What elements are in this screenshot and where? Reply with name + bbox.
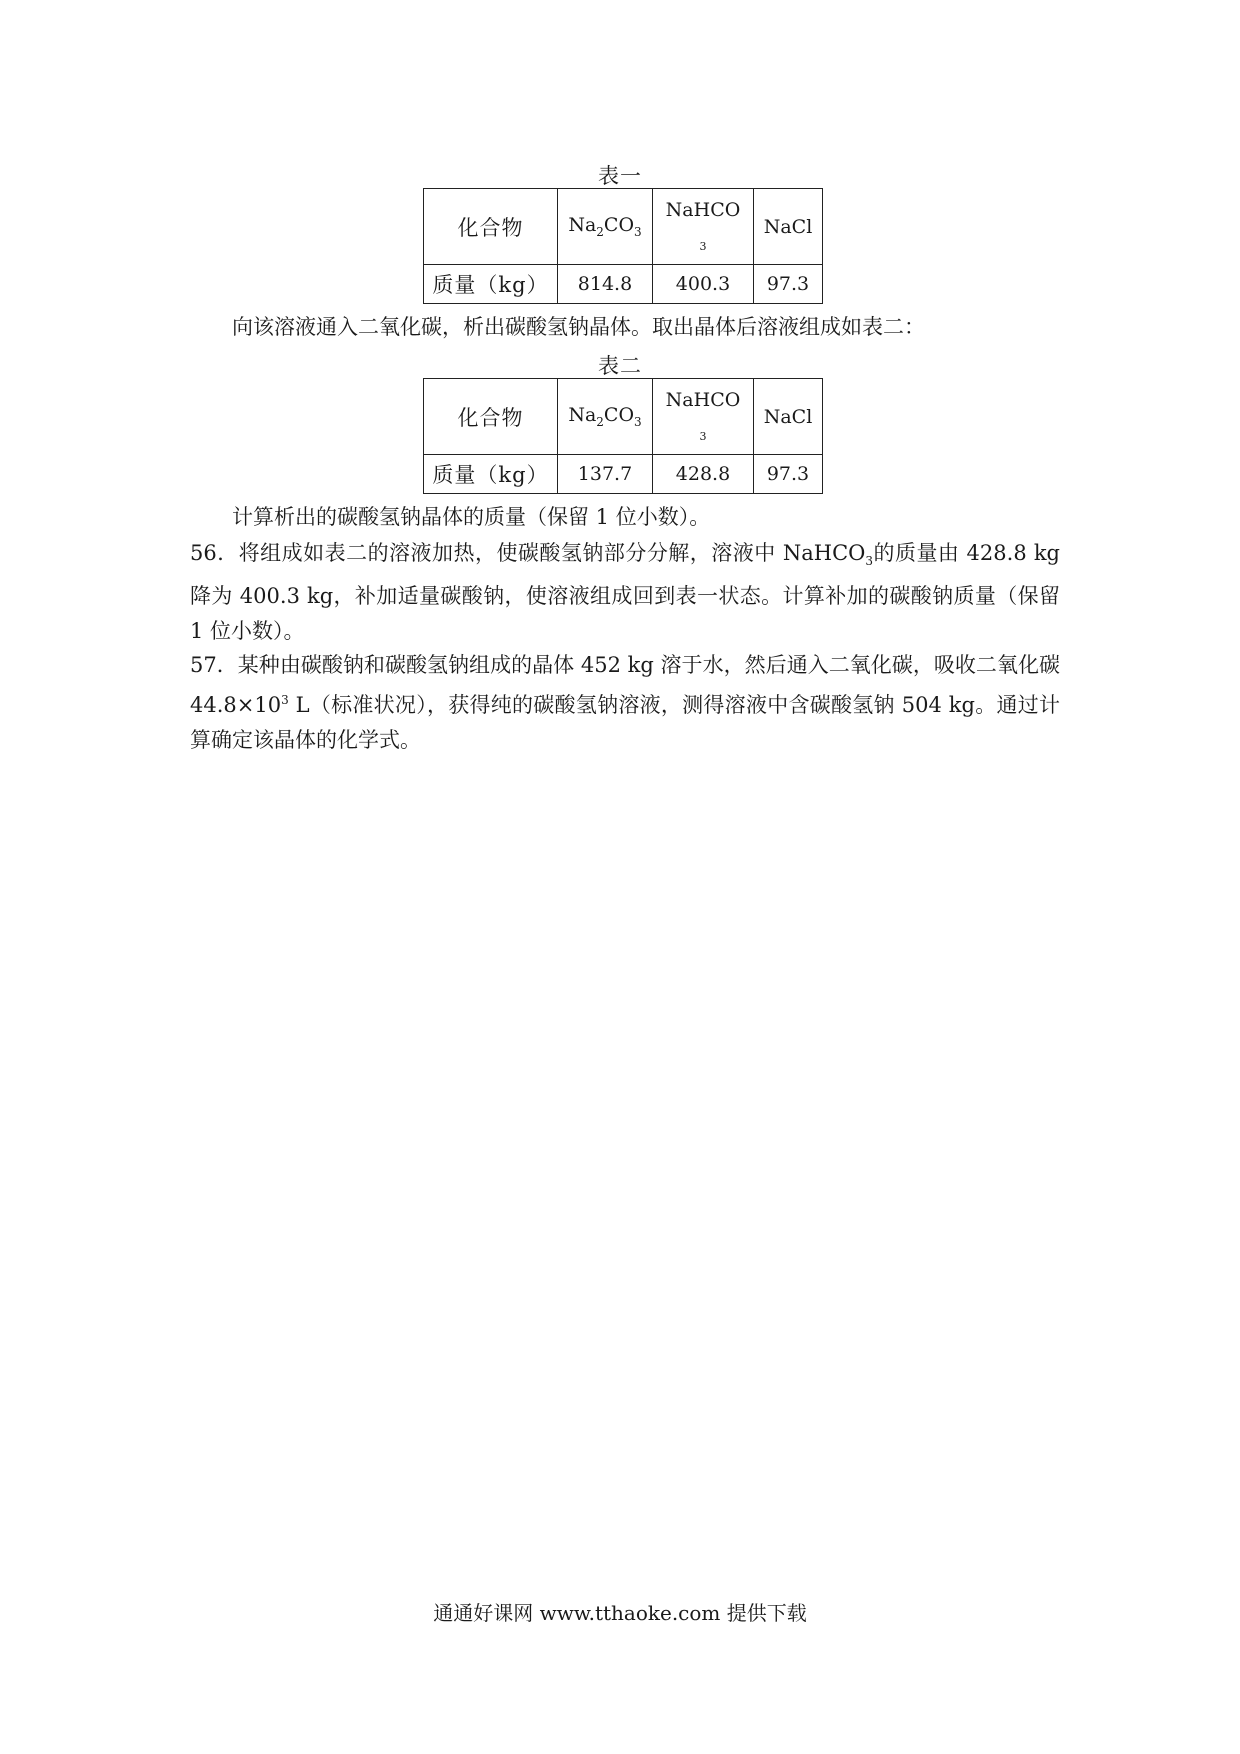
- table2-col-nahco3: NaHCO 3: [653, 379, 754, 455]
- table2-header-label: 化合物: [424, 379, 558, 455]
- table2-cell: 428.8: [653, 455, 754, 494]
- table2-col-na2co3: $Na_2CO_3$: [558, 379, 653, 455]
- table1-col-nahco3: NaHCO 3: [653, 189, 754, 265]
- calc-paragraph: 计算析出的碳酸氢钠晶体的质量（保留 1 位小数）。: [232, 505, 711, 529]
- table2-row-label: 质量（kg）: [424, 455, 558, 494]
- table2: [423, 378, 823, 494]
- table1-caption: 表一: [598, 164, 642, 188]
- question-57: 57．某种由碳酸钠和碳酸氢钠组成的晶体 452 kg 溶于水，然后通入二氧化碳，吸收二氧化碳 $44.8\times 10^3$ L（标准状况），获得纯的碳酸氢钠溶液，测得溶液中含碳酸氢钠 504 kg。通过计算确定该晶体的化学式。: [190, 653, 1060, 752]
- intro-paragraph: 向该溶液通入二氧化碳，析出碳酸氢钠晶体。取出晶体后溶液组成如表二：: [232, 315, 925, 339]
- table1-cell: 400.3: [653, 265, 754, 304]
- table1-cell: 97.3: [754, 265, 823, 304]
- table1: [423, 188, 823, 304]
- question-56: 56．将组成如表二的溶液加热，使碳酸氢钠部分分解，溶液中 NaHCO$_3$的质量由 428.8 kg 降为 400.3 kg，补加适量碳酸钠，使溶液组成回到表一状态。计算补加的碳酸钠质量（保留 1 位小数）。: [190, 541, 1061, 644]
- table1-row-label: 质量（kg）: [424, 265, 558, 304]
- page-footer: 通通好课网 www.tthaoke.com 提供下载: [433, 1601, 807, 1625]
- table1-col-nacl: NaCl: [754, 189, 823, 265]
- table1-header-label: 化合物: [424, 189, 558, 265]
- table2-caption: 表二: [598, 354, 642, 378]
- table2-cell: 137.7: [558, 455, 653, 494]
- table2-cell: 97.3: [754, 455, 823, 494]
- table1-cell: 814.8: [558, 265, 653, 304]
- table1-col-na2co3: $Na_2CO_3$: [558, 189, 653, 265]
- table2-col-nacl: NaCl: [754, 379, 823, 455]
